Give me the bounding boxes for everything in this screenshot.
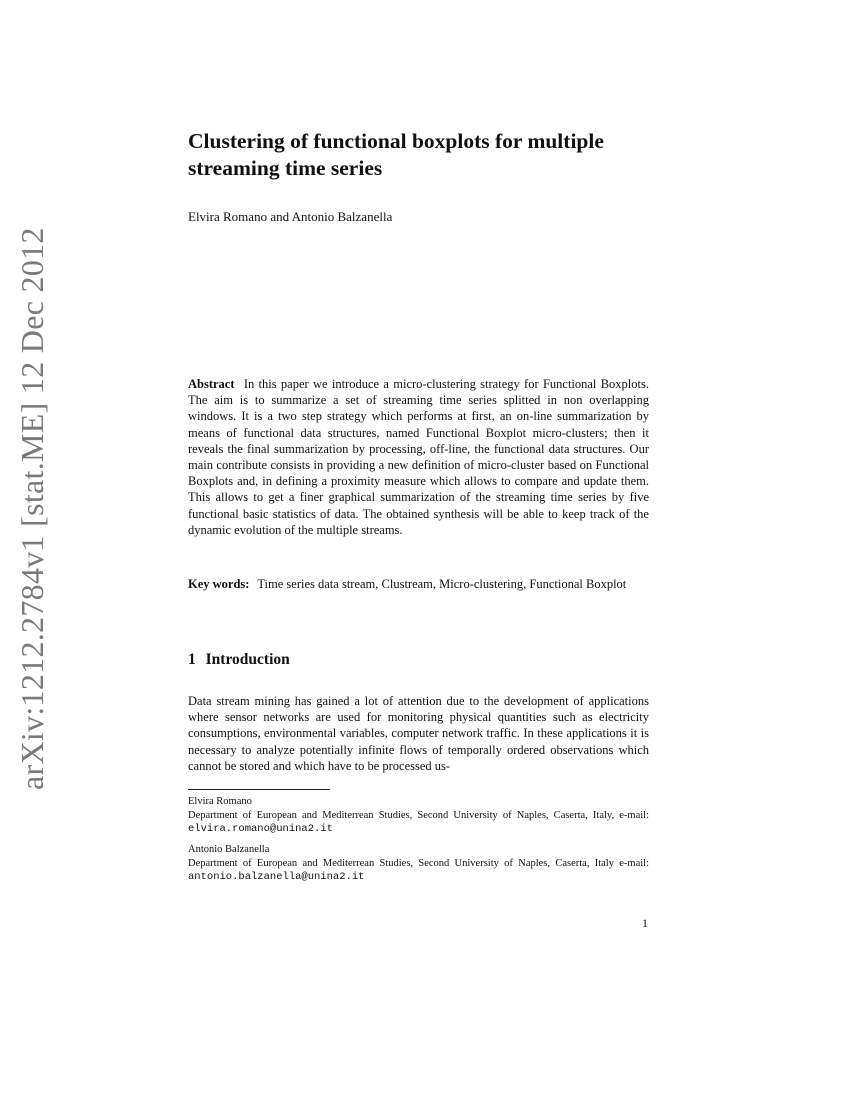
paper-title: Clustering of functional boxplots for multiple streaming time series: [188, 129, 604, 180]
footnote-author-name: Antonio Balzanella: [188, 844, 270, 855]
footnote-author-1: [188, 795, 649, 837]
page-number: 1: [642, 916, 648, 930]
footnote-email: antonio.balzanella@unina2.it: [188, 871, 365, 883]
footnote-affiliation: Department of European and Mediterrean Studies, Second University of Naples, Caserta, Italy, e-mail:: [188, 809, 649, 821]
footnote-author-name: Elvira Romano: [188, 796, 252, 807]
introduction-paragraph: Data stream mining has gained a lot of attention due to the development of applications where sensor networks are used for monitoring physical quantities such as electricity consumptions, environmental variables, computer network traffic. In these applications it is necessary to analyze potentially infinite flows of temporally ordered observations which cannot be stored and which have to be processed us-: [188, 694, 649, 773]
keywords-text: Time series data stream, Clustream, Micro-clustering, Functional Boxplot: [257, 577, 627, 591]
keywords-label: Key words:: [188, 577, 250, 591]
keywords: [188, 576, 649, 592]
section-number: 1: [188, 651, 196, 668]
section-title: Introduction: [205, 651, 290, 668]
footnote-divider: [188, 789, 330, 790]
author-list: Elvira Romano and Antonio Balzanella: [188, 209, 393, 224]
section-heading-introduction: [188, 650, 290, 670]
abstract-text: In this paper we introduce a micro-clustering strategy for Functional Boxplots. The aim is to summarize a set of streaming time series splitted in non overlapping windows. It is a two step strategy which performs at first, an on-line summarization by means of functional data structures, named Functional Boxplot micro-clusters; then it reveals the final summarization by processing, off-line, the functional data structures. Our main contribute consists in providing a new definition of micro-cluster based on Functional Boxplots and, in defining a proximity measure which allows to compare and update them. This allows to get a finer graphical summarization of the streaming time series by five functional basic statistics of data. The obtained synthesis will be able to keep track of the dynamic evolution of the multiple streams.: [188, 377, 649, 537]
footnote-email: elvira.romano@unina2.it: [188, 823, 333, 835]
footnote-affiliation: Department of European and Mediterrean Studies, Second University of Naples, Caserta, Italy e-mail:: [188, 857, 649, 869]
abstract: [188, 376, 649, 538]
abstract-label: Abstract: [188, 377, 235, 391]
footnote-author-2: [188, 843, 649, 885]
arxiv-stamp: arXiv:1212.2784v1 [stat.ME] 12 Dec 2012: [14, 227, 50, 790]
